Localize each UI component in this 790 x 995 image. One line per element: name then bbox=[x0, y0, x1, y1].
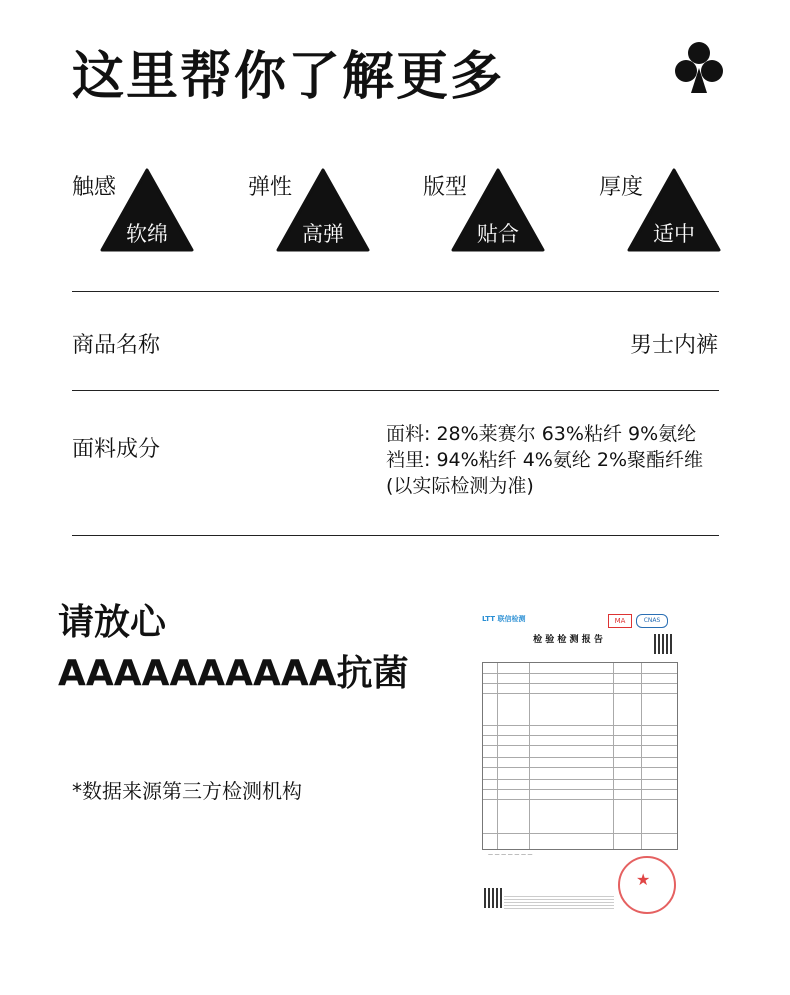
star-icon: ★ bbox=[636, 870, 651, 889]
product-name-value: 男士内裤 bbox=[629, 333, 718, 358]
assurance-headline: 请放心 bbox=[58, 602, 167, 643]
attribute-fit bbox=[423, 168, 583, 258]
fabric-label: 面料成分 bbox=[72, 437, 161, 462]
attribute-label: 厚度 bbox=[599, 175, 644, 200]
fabric-crotch: 裆里: 94%粘纤 4%氨纶 2%聚酯纤维 bbox=[386, 449, 704, 471]
fabric-outer: 面料: 28%莱赛尔 63%粘纤 9%氨纶 bbox=[386, 423, 697, 445]
report-logo: LTT 联信检测 bbox=[482, 615, 526, 623]
divider bbox=[72, 535, 719, 536]
attribute-label: 触感 bbox=[72, 175, 117, 200]
antibacterial-grade: AAAAAAAAAA抗菌 bbox=[58, 653, 409, 694]
report-footer bbox=[504, 895, 614, 909]
report-signatures: — — — — — — — bbox=[488, 852, 533, 858]
product-name-label: 商品名称 bbox=[72, 333, 161, 358]
fabric-composition bbox=[386, 421, 703, 499]
cnas-mark-icon: CNAS bbox=[636, 614, 668, 628]
attribute-thickness bbox=[599, 168, 759, 258]
report-title: 检 验 检 测 报 告 bbox=[533, 635, 603, 645]
club-icon bbox=[674, 40, 724, 94]
attribute-value: 适中 bbox=[653, 222, 695, 246]
attribute-value: 高弹 bbox=[302, 222, 344, 246]
page-title: 这里帮你了解更多 bbox=[72, 47, 505, 107]
attribute-elasticity bbox=[248, 168, 408, 258]
divider bbox=[72, 390, 719, 391]
qr-code-icon bbox=[654, 634, 674, 654]
qr-code-icon bbox=[484, 888, 504, 908]
cma-mark-icon: MA bbox=[608, 614, 632, 628]
attribute-value: 贴合 bbox=[477, 222, 519, 246]
report-table bbox=[482, 662, 678, 850]
attribute-label: 版型 bbox=[423, 175, 468, 200]
fabric-note: (以实际检测为准) bbox=[386, 475, 534, 497]
attribute-value: 软绵 bbox=[126, 222, 168, 246]
data-source-note: *数据来源第三方检测机构 bbox=[72, 779, 302, 803]
attribute-label: 弹性 bbox=[248, 175, 293, 200]
divider bbox=[72, 291, 719, 292]
test-report-image bbox=[478, 612, 678, 912]
attribute-touch bbox=[72, 168, 232, 258]
